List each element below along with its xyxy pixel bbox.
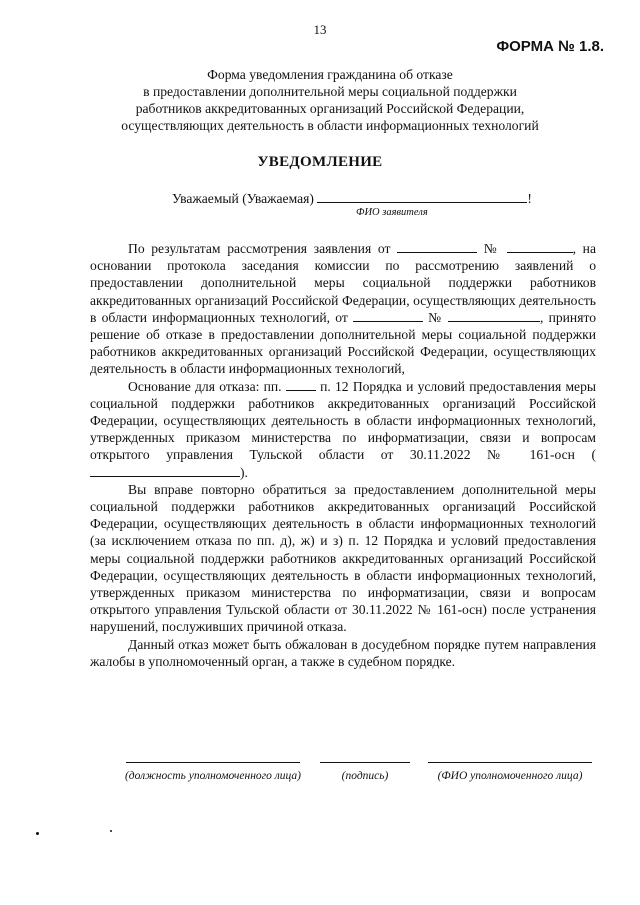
position-caption: (должность уполномоченного лица) (124, 770, 302, 782)
text: ). (240, 464, 248, 480)
signature-caption: (подпись) (341, 770, 389, 782)
reason-field[interactable] (90, 464, 240, 477)
paragraph: Данный отказ может быть обжалован в досудебном порядке путем направления жалобы в уполномоченный орган, а также в судебном порядке. (90, 636, 596, 669)
notice-title: УВЕДОМЛЕНИЕ (257, 154, 383, 170)
heading-line: Форма уведомления гражданина об отказе (207, 67, 453, 82)
scan-speck (110, 830, 112, 832)
form-label: ФОРМА № 1.8. (496, 38, 604, 55)
scan-speck (36, 832, 39, 835)
paragraph (90, 378, 596, 481)
protocol-date-field[interactable] (353, 309, 423, 322)
application-date-field[interactable] (397, 240, 477, 253)
text: По результатам рассмотрения заявления от (128, 241, 391, 256)
salutation (172, 190, 532, 207)
document-body (90, 240, 596, 670)
salutation-text: Уважаемый (Уважаемая) (172, 191, 314, 206)
heading-line: работников аккредитованных организаций Российской Федерации, (135, 101, 525, 116)
application-number-field[interactable] (507, 240, 573, 253)
protocol-number-field[interactable] (448, 309, 540, 322)
heading-line: осуществляющих деятельность в области информационных технологий (121, 118, 539, 133)
position-line (126, 762, 300, 763)
applicant-name-caption: ФИО заявителя (356, 207, 428, 218)
paragraph: Вы вправе повторно обратиться за предоставлением дополнительной меры социальной поддержки работников аккредитованных организаций Российской Федерации, осуществляющих деятельность в области информационных технологий (за исключением отказа по пп. д), ж) и з) п. 12 Порядка и условий предоставления меры социальной поддержки работников аккредитованных организаций Российской Федерации, осуществляющих деятельность в области информационных технологий, утвержденных приказом министерства по информатизации, связи и вопросам открытого управления Тульской области от 30.11.2022 № 161-осн) после устранения нарушений, послуживших причиной отказа. (90, 481, 596, 635)
text: , принято решение об отказе в предоставлении дополнительной меры социальной поддержки работников аккредитованных организаций Российской Федерации, осуществляющих деятельность в области информационных технологий, (90, 309, 597, 377)
heading-line: в предоставлении дополнительной меры социальной поддержки (143, 84, 517, 99)
name-caption: (ФИО уполномоченного лица) (437, 770, 583, 782)
name-line (428, 762, 592, 763)
applicant-name-field[interactable] (317, 190, 527, 203)
text: Основание для отказа: пп. (128, 378, 282, 394)
text: , на основании протокола заседания комиссии по рассмотрению заявлений о предоставлении дополнительной меры социальной поддержки работников аккредитованных организаций Российской Федерации, осуществляющих деятельность в области информационных технологий, от (90, 241, 596, 325)
text: № (483, 241, 500, 256)
salutation-end: ! (527, 191, 532, 206)
paragraph (90, 240, 596, 378)
text: № (428, 309, 443, 325)
page-number: 13 (313, 22, 327, 37)
text: п. 12 Порядка и условий предоставления меры социальной поддержки работников аккредитованных организаций Российской Федерации, осуществляющих деятельность в области информационных технологий, утвержденных приказом министерства по информатизации, связи и вопросам открытого управления Тульской области от 30.11.2022 № 161-осн ( (90, 378, 597, 463)
subclause-field[interactable] (286, 378, 316, 391)
signature-line (320, 762, 410, 763)
document-heading (60, 66, 600, 134)
